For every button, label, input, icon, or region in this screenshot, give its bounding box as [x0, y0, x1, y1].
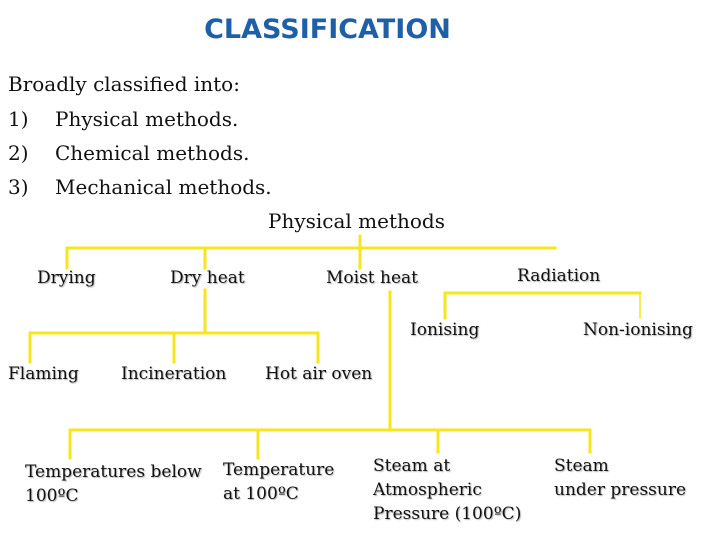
method-3-label: Mechanical methods.	[55, 175, 272, 199]
node-incineration: Incineration	[121, 364, 227, 384]
node-steam-under-pressure-line1: Steam	[554, 456, 609, 476]
method-3-number: 3)	[8, 175, 29, 199]
method-1-label: Physical methods.	[55, 107, 239, 131]
node-steam-atmospheric	[373, 454, 521, 526]
node-dry-heat: Dry heat	[170, 268, 245, 288]
node-drying: Drying	[37, 268, 96, 288]
node-temperature-at-100-line1: Temperature	[223, 460, 335, 480]
node-steam-under-pressure-line2: under pressure	[554, 480, 687, 500]
node-temperatures-below-100-line1: Temperatures below	[25, 462, 202, 482]
node-temperature-at-100-line2: at 100ºC	[223, 484, 299, 504]
page-title: CLASSIFICATION	[204, 14, 451, 45]
intro-text: Broadly classified into:	[8, 72, 240, 96]
tree-root-physical-methods: Physical methods	[268, 209, 446, 233]
node-temperature-at-100	[223, 458, 334, 506]
method-2-label: Chemical methods.	[55, 141, 250, 165]
node-steam-atmospheric-line2: Atmospheric	[373, 480, 482, 500]
node-temperatures-below-100	[25, 460, 202, 508]
node-steam-under-pressure	[554, 454, 686, 502]
node-ionising: Ionising	[410, 320, 480, 340]
node-non-ionising: Non-ionising	[583, 320, 693, 340]
node-steam-atmospheric-line3: Pressure (100ºC)	[373, 504, 522, 524]
method-1-number: 1)	[8, 107, 29, 131]
node-moist-heat: Moist heat	[326, 268, 419, 288]
node-flaming: Flaming	[8, 364, 79, 384]
node-steam-atmospheric-line1: Steam at	[373, 456, 451, 476]
node-radiation: Radiation	[517, 266, 601, 286]
method-2-number: 2)	[8, 141, 29, 165]
node-hot-air-oven: Hot air oven	[265, 364, 373, 384]
node-temperatures-below-100-line2: 100ºC	[25, 486, 79, 506]
